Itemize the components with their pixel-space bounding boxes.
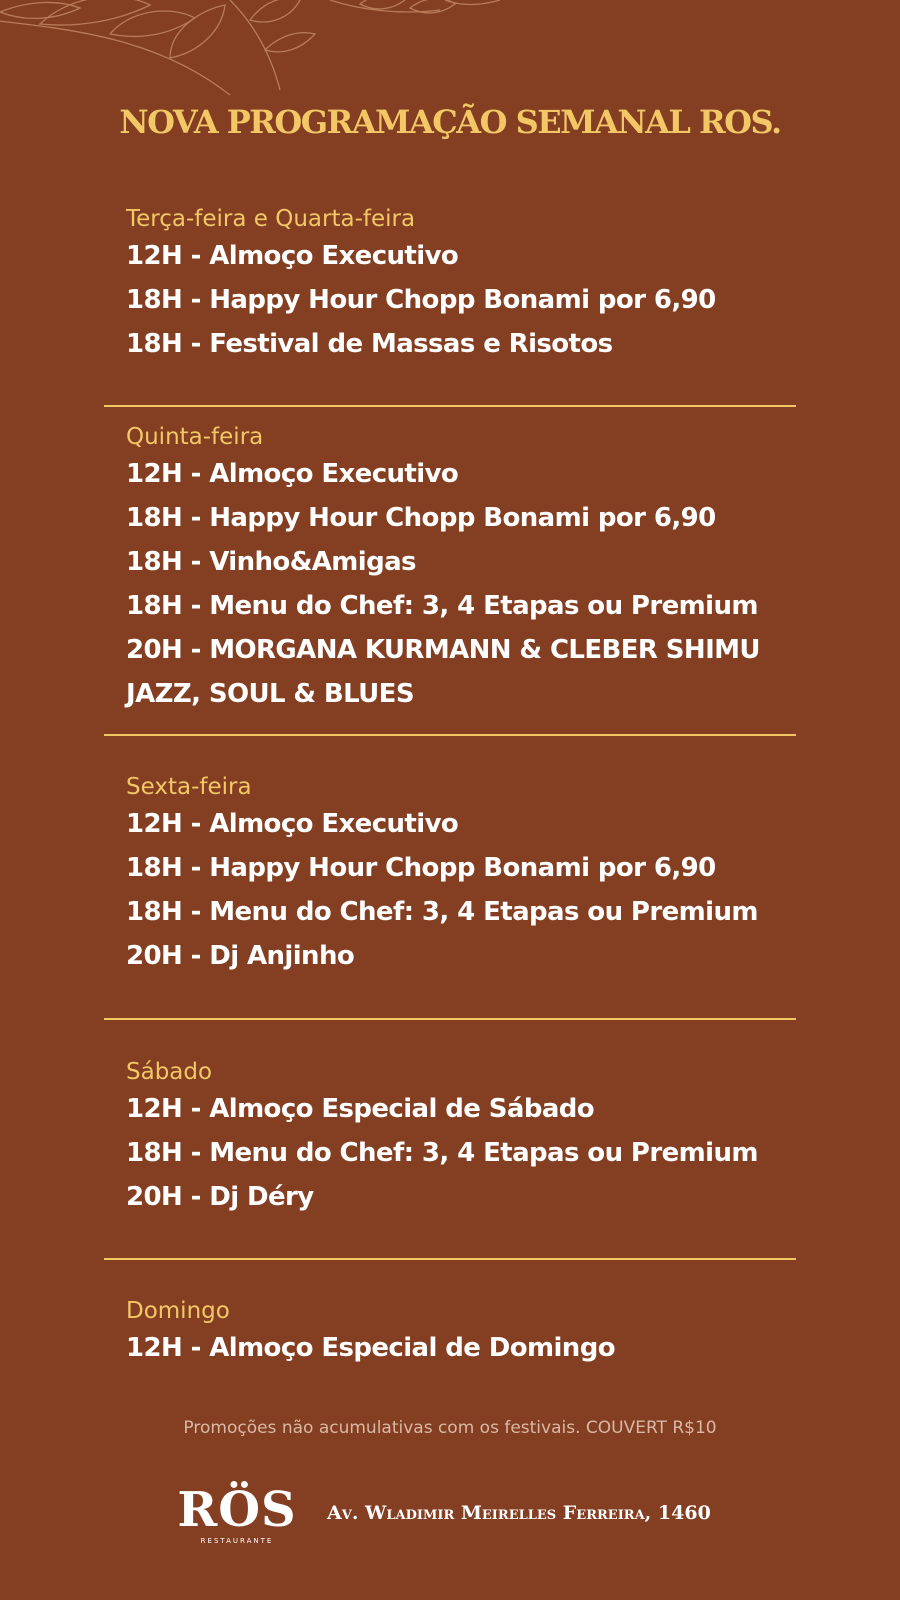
schedule-item: 18H - Menu do Chef: 3, 4 Etapas ou Premium (126, 897, 758, 927)
section-divider (104, 405, 796, 407)
schedule-section-saturday (126, 1057, 826, 1219)
section-divider (104, 734, 796, 736)
schedule-section-friday (126, 772, 826, 978)
schedule-section-tuesday-wednesday (126, 204, 826, 366)
page-title: NOVA PROGRAMAÇÃO SEMANAL ROS. (119, 103, 781, 141)
schedule-item: 12H - Almoço Executivo (126, 459, 459, 489)
schedule-item: 18H - Happy Hour Chopp Bonami por 6,90 (126, 853, 716, 883)
schedule-item: 18H - Festival de Massas e Risotos (126, 329, 613, 359)
schedule-item: 18H - Menu do Chef: 3, 4 Etapas ou Premium (126, 1138, 758, 1168)
schedule-item: 20H - MORGANA KURMANN & CLEBER SHIMU (126, 635, 760, 665)
schedule-section-sunday (126, 1296, 826, 1370)
schedule-item: 12H - Almoço Executivo (126, 241, 459, 271)
section-divider (104, 1018, 796, 1020)
schedule-item: 18H - Vinho&Amigas (126, 547, 416, 577)
day-heading: Sábado (126, 1059, 213, 1085)
schedule-item: 18H - Happy Hour Chopp Bonami por 6,90 (126, 285, 716, 315)
footnote: Promoções não acumulativas com os festivais. COUVERT R$10 (183, 1418, 717, 1438)
schedule-item: 20H - Dj Anjinho (126, 941, 355, 971)
schedule-section-thursday (126, 422, 826, 716)
schedule-item: JAZZ, SOUL & BLUES (126, 679, 414, 709)
day-heading: Quinta-feira (126, 424, 264, 450)
restaurant-logo (172, 1484, 302, 1546)
logo-subtitle: RESTAURANTE (200, 1537, 274, 1545)
schedule-item: 12H - Almoço Especial de Domingo (126, 1333, 615, 1363)
logo-wordmark: RÖS (177, 1482, 297, 1538)
schedule-item: 12H - Almoço Executivo (126, 809, 459, 839)
day-heading: Terça-feira e Quarta-feira (126, 206, 416, 232)
day-heading: Domingo (126, 1298, 230, 1324)
day-heading: Sexta-feira (126, 774, 252, 800)
leaf-branch-icon (0, 0, 520, 110)
schedule-item: 18H - Happy Hour Chopp Bonami por 6,90 (126, 503, 716, 533)
schedule-item: 18H - Menu do Chef: 3, 4 Etapas ou Premium (126, 591, 758, 621)
schedule-item: 20H - Dj Déry (126, 1182, 314, 1212)
section-divider (104, 1258, 796, 1260)
address: Av. Wladimir Meirelles Ferreira, 1460 (327, 1502, 711, 1524)
schedule-item: 12H - Almoço Especial de Sábado (126, 1094, 595, 1124)
